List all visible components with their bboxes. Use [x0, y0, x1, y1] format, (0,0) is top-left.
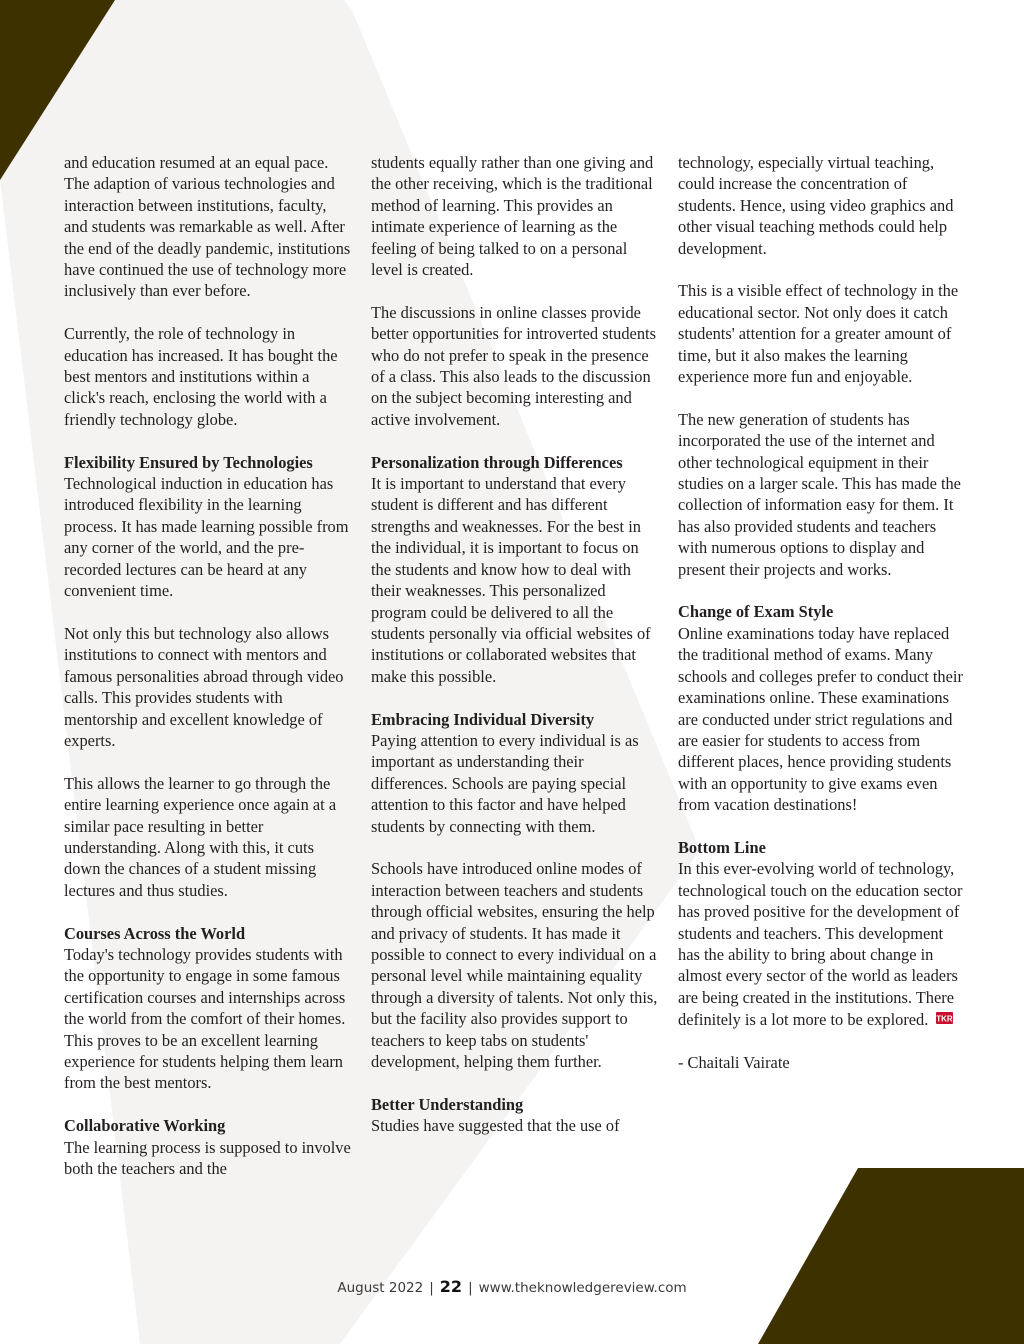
article-paragraph: [678, 601, 968, 815]
paragraph-text: The discussions in online classes provide better opportunities for introverted students who do not prefer to speak in the presence of a class. This also leads to the discussion on the subject becoming interesting and active involvement.: [371, 302, 656, 429]
section-heading: Courses Across the World: [64, 923, 246, 943]
paragraph-text: The learning process is supposed to involve both the teachers and the: [64, 1137, 351, 1178]
section-heading: Collaborative Working: [64, 1116, 226, 1136]
section-heading: Embracing Individual Diversity: [371, 709, 595, 729]
article-column-3: [678, 152, 968, 1073]
article-paragraph: [64, 1115, 354, 1179]
article-paragraph: [64, 773, 354, 901]
article-paragraph: [64, 452, 354, 602]
article-paragraph: [64, 152, 354, 302]
paragraph-text: This allows the learner to go through the entire learning experience once again at a similar pace resulting in better understanding. Along with this, it cuts down the chances of a student missing lectures and thus studies.: [64, 773, 337, 900]
paragraph-text: students equally rather than one giving and the other receiving, which is the traditional method of learning. This provides an intimate experience of learning as the feeling of being talked to on a personal level is created.: [371, 153, 654, 280]
paragraph-text: Not only this but technology also allows institutions to connect with mentors and famous personalities abroad through video calls. This provides students with mentorship and excellent knowledge of experts.: [64, 623, 344, 750]
paragraph-text: The new generation of students has incorporated the use of the internet and other technological equipment in their studies on a larger scale. This has made the collection of information easy for them. It has also provided students and teachers with numerous options to display and present their projects and works.: [678, 409, 961, 579]
footer-separator: |: [468, 1280, 473, 1296]
section-heading: Change of Exam Style: [678, 602, 834, 622]
paragraph-text: technology, especially virtual teaching, could increase the concentration of students. Hence, using video graphics and other visual teaching methods could help development.: [678, 153, 954, 258]
paragraph-text: In this ever-evolving world of technology, technological touch on the education sector has proved positive for the development of students and teachers. This development has the ability to bring about change in almost every sector of the world as leaders are being created in the institutions. There definitely is a lot more to be explored.: [678, 859, 963, 1030]
paragraph-text: Schools have introduced online modes of interaction between teachers and students through official websites, ensuring the help and privacy of students. It has made it possible to connect to every individual on a personal level while maintaining equality through a diversity of talents. Not only this, but the facility also provides support to teachers to keep tabs on students' development, helping them further.: [371, 859, 658, 1071]
section-heading: Bottom Line: [678, 837, 766, 857]
paragraph-text: Today's technology provides students with the opportunity to engage in some famous certification courses and internships across the world from the comfort of their homes. This proves to be an excellent learning experience for students helping them learn from the best mentors.: [64, 944, 346, 1093]
article-paragraph: [678, 409, 968, 580]
article-paragraph: [678, 152, 968, 259]
article-paragraph: [371, 452, 661, 687]
footer-url: www.theknowledgereview.com: [478, 1280, 687, 1296]
section-heading: Flexibility Ensured by Technologies: [64, 452, 313, 472]
article-column-1: [64, 152, 354, 1201]
article-paragraph: [371, 1094, 661, 1137]
tkr-logo-icon: [936, 1008, 953, 1029]
article-paragraph: [371, 302, 661, 430]
article-paragraph: [64, 623, 354, 751]
paragraph-text: and education resumed at an equal pace. The adaption of various technologies and interaction between institutions, faculty, and students was remarkable as well. After the end of the deadly pandemic, institutions have continued the use of technology more inclusively than ever before.: [64, 153, 351, 301]
paragraph-text: Currently, the role of technology in education has increased. It has bought the best mentors and institutions within a click's reach, enclosing the world with a friendly technology globe.: [64, 324, 338, 429]
section-heading: Personalization through Differences: [371, 452, 623, 472]
page-number: 22: [439, 1277, 463, 1296]
author-signature: - Chaitali Vairate: [678, 1052, 790, 1072]
footer-date: August 2022: [337, 1280, 424, 1296]
paragraph-text: Online examinations today have replaced the traditional method of exams. Many schools and colleges prefer to conduct their examinations online. These examinations are conducted under strict regulations and are easier for students to access from different places, hence providing students with an opportunity to give exams even from vacation destinations!: [678, 623, 963, 815]
paragraph-text: Studies have suggested that the use of: [371, 1116, 620, 1136]
article-paragraph: [678, 280, 968, 387]
paragraph-text: It is important to understand that every student is different and has different strengths and weaknesses. For the best in the individual, it is important to focus on the students and know how to deal with their weaknesses. This personalized program could be delivered to all the students personally via official websites of institutions or collaborated websites that make this possible.: [371, 474, 651, 686]
paragraph-text: Paying attention to every individual is as important as understanding their differences. Schools are paying special attention to this factor and have helped students by connecting with them.: [371, 730, 639, 836]
paragraph-text: Technological induction in education has introduced flexibility in the learning process. It has made learning possible from any corner of the world, and the pre-recorded lectures can be heard at any convenient time.: [64, 474, 349, 601]
paragraph-text: This is a visible effect of technology in the educational sector. Not only does it catch students' attention for a greater amount of time, but it also makes the learning experience more fun and enjoyable.: [678, 281, 959, 387]
page-footer: [0, 1277, 1024, 1296]
article-paragraph: [371, 709, 661, 837]
section-heading: Better Understanding: [371, 1094, 524, 1114]
article-paragraph: [64, 923, 354, 1094]
footer-separator: |: [429, 1280, 434, 1296]
corner-triangle-bottom-right: [758, 1168, 1024, 1344]
article-paragraph: [371, 152, 661, 280]
svg-text:TKR: TKR: [936, 1014, 954, 1024]
article-column-2: [371, 152, 661, 1158]
article-paragraph: [64, 323, 354, 430]
article-paragraph: [678, 837, 968, 1031]
article-paragraph: [371, 858, 661, 1072]
